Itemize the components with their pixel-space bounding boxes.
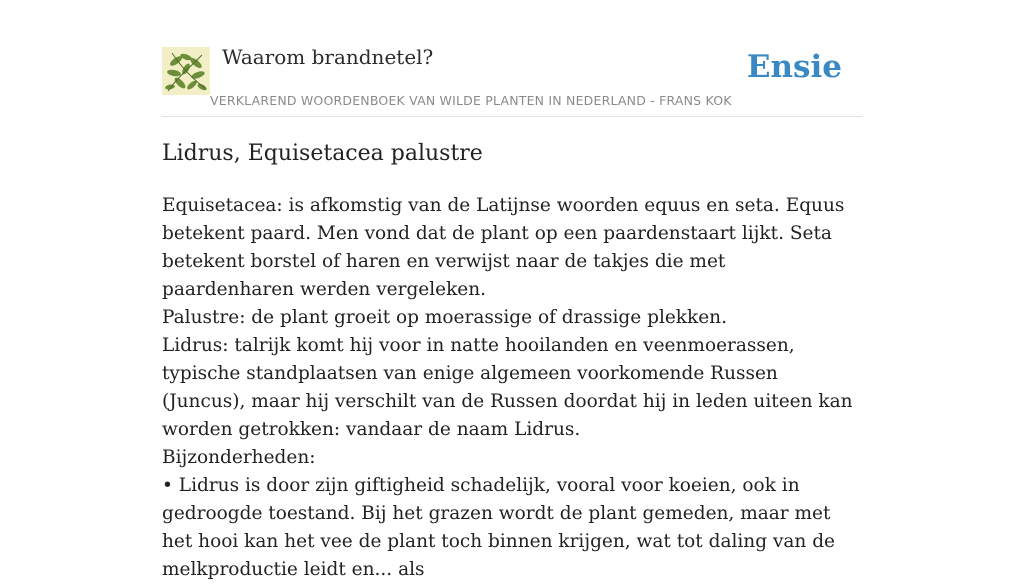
entry-content — [162, 138, 862, 584]
site-header — [162, 44, 862, 117]
entry-paragraph: • Lidrus is door zijn giftigheid schadelijk, vooral voor koeien, ook in gedroogde toestand. Bij het grazen wordt de plant gemeden, maar met het hooi kan het vee de plant toch binnen krijgen, wat tot daling van de melkproductie leidt en... als — [162, 475, 836, 580]
entry-paragraph: Equisetacea: is afkomstig van de Latijnse woorden equus en seta. Equus betekent paard. Men vond dat de plant op een paardenstaart lijkt. Seta betekent borstel of haren en verwijst naar de takjes die met paardenharen werden vergeleken. — [162, 195, 845, 300]
entry-paragraph: Lidrus: talrijk komt hij voor in natte hooilanden en veenmoerassen, typische standplaatsen van enige algemeen voorkomende Russen (Juncus), maar hij verschilt van de Russen doordat hij in leden uiteen kan worden getrokken: vandaar de naam Lidrus. — [162, 335, 853, 440]
site-subtitle: VERKLAREND WOORDENBOEK VAN WILDE PLANTEN IN NEDERLAND - FRANS KOK — [210, 93, 732, 108]
brand-logo[interactable]: Ensie — [746, 49, 842, 85]
plant-logo-icon[interactable] — [162, 47, 210, 95]
entry-body — [162, 192, 862, 584]
entry-paragraph: Palustre: de plant groeit op moerassige of drassige plekken. — [162, 307, 727, 328]
entry-title: Lidrus, Equisetacea palustre — [162, 141, 483, 166]
entry-paragraph: Bijzonderheden: — [162, 447, 316, 468]
site-title[interactable]: Waarom brandnetel? — [222, 45, 434, 69]
